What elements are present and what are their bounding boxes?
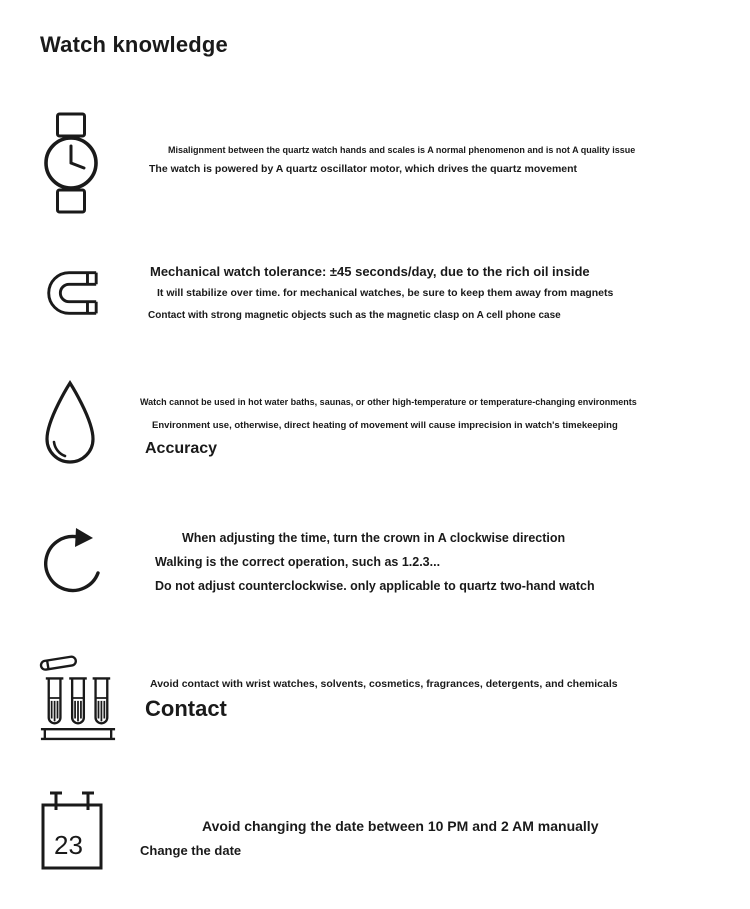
- section-text-line: Walking is the correct operation, such as 1.2.3...: [155, 555, 441, 569]
- calendar-icon: [40, 790, 104, 872]
- page-title: Watch knowledge: [40, 32, 228, 57]
- section-text-line: The watch is powered by A quartz oscillator motor, which drives the quartz movement: [149, 163, 578, 175]
- section-text-line: Mechanical watch tolerance: ±45 seconds/day, due to the rich oil inside: [150, 264, 590, 279]
- section-text-line: Contact with strong magnetic objects such as the magnetic clasp on A cell phone case: [148, 310, 561, 321]
- water-drop-icon: [42, 379, 98, 471]
- magnet-icon: [40, 262, 102, 324]
- section-text-line: Watch cannot be used in hot water baths, saunas, or other high-temperature or temperature-changing environments: [140, 397, 637, 407]
- calendar-day-number: 23: [54, 830, 83, 860]
- clockwise-arrow-icon: [40, 523, 110, 605]
- section-text-line: Do not adjust counterclockwise. only applicable to quartz two-hand watch: [155, 579, 595, 593]
- section-text-line: Change the date: [140, 843, 242, 858]
- section-text-line: It will stabilize over time. for mechanical watches, be sure to keep them away from magnets: [157, 287, 614, 299]
- watch-icon: [40, 112, 102, 214]
- section-text-line: Misalignment between the quartz watch hands and scales is A normal phenomenon and is not A quality issue: [168, 145, 636, 155]
- section-text-line: Avoid contact with wrist watches, solvents, cosmetics, fragrances, detergents, and chemicals: [150, 678, 618, 690]
- section-heading: Accuracy: [145, 440, 218, 457]
- section-heading: Contact: [145, 696, 227, 721]
- section-text-line: Avoid changing the date between 10 PM and 2 AM manually: [202, 818, 599, 834]
- test-tubes-icon: [38, 646, 118, 746]
- section-text-line: When adjusting the time, turn the crown in A clockwise direction: [182, 531, 566, 545]
- section-text-line: Environment use, otherwise, direct heating of movement will cause imprecision in watch's timekeeping: [152, 420, 618, 431]
